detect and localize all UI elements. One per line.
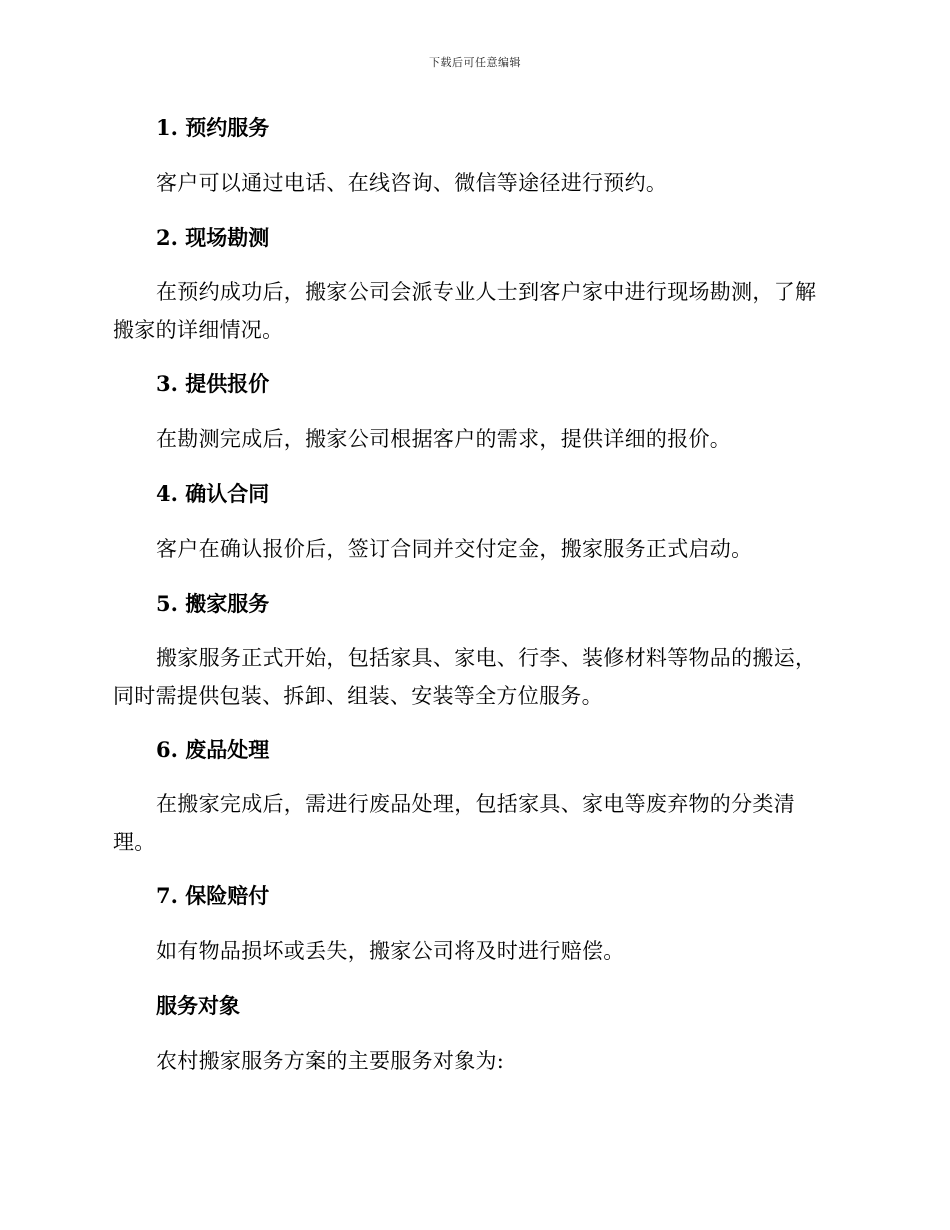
section-paragraph-contract: 客户在确认报价后，签订合同并交付定金，搬家服务正式启动。	[156, 537, 753, 561]
section-heading-quote: 3. 提供报价	[156, 371, 270, 396]
section-heading-booking: 1. 预约服务	[156, 115, 270, 140]
section-paragraph-insurance: 如有物品损坏或丢失，搬家公司将及时进行赔偿。	[156, 939, 625, 963]
section-heading-survey: 2. 现场勘测	[156, 225, 270, 250]
document-body	[113, 108, 835, 1096]
section-heading-moving: 5. 搬家服务	[156, 591, 270, 616]
section-paragraph-booking: 客户可以通过电话、在线咨询、微信等途径进行预约。	[156, 171, 668, 195]
section-heading-insurance: 7. 保险赔付	[156, 883, 270, 908]
section-paragraph-service-targets: 农村搬家服务方案的主要服务对象为:	[156, 1049, 505, 1073]
section-paragraph-quote: 在勘测完成后，搬家公司根据客户的需求，提供详细的报价。	[156, 427, 732, 451]
section-heading-waste: 6. 废品处理	[156, 737, 270, 762]
section-paragraph-survey: 在预约成功后，搬家公司会派专业人士到客户家中进行现场勘测，了解搬家的详细情况。	[113, 280, 817, 342]
section-paragraph-waste: 在搬家完成后，需进行废品处理，包括家具、家电等废弃物的分类清理。	[113, 792, 795, 854]
page-header-note: 下载后可任意编辑	[429, 56, 521, 69]
section-heading-contract: 4. 确认合同	[156, 481, 270, 506]
section-paragraph-moving: 搬家服务正式开始，包括家具、家电、行李、装修材料等物品的搬运，同时需提供包装、拆卸、组装、安装等全方位服务。	[113, 646, 817, 708]
section-heading-service-targets: 服务对象	[156, 993, 240, 1018]
